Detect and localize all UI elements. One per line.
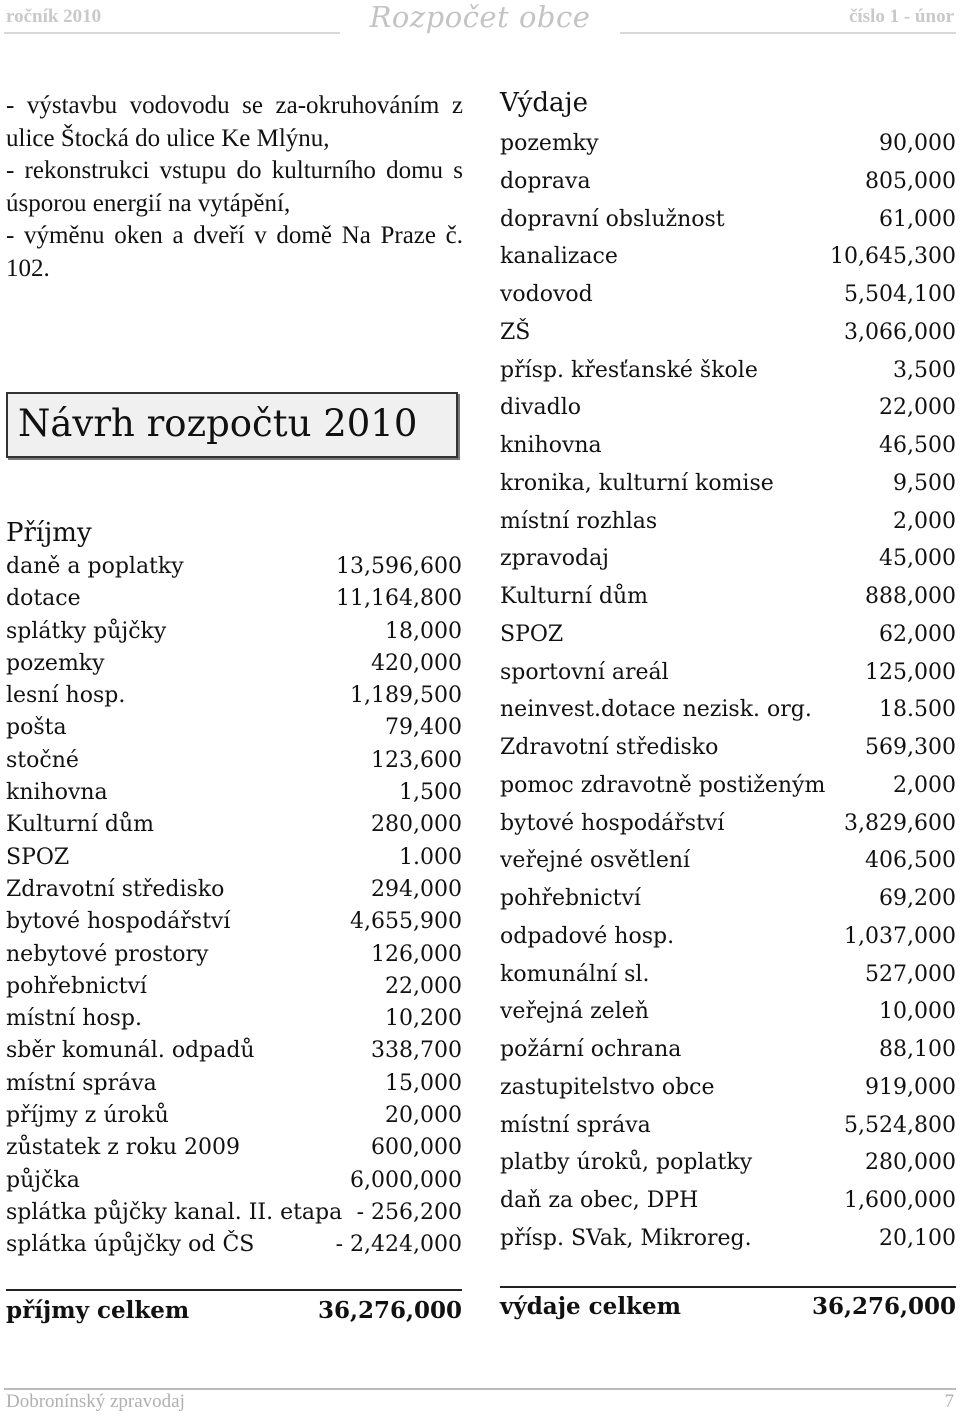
expense-item-row — [500, 320, 956, 358]
expense-item-row — [500, 811, 956, 849]
income-item-label: Kulturní dům — [6, 812, 154, 838]
income-item-amount: 338,700 — [371, 1038, 462, 1064]
expense-item-amount: 2,000 — [893, 508, 956, 534]
income-item-row — [6, 1038, 462, 1070]
expense-item-label: sportovní areál — [500, 659, 669, 685]
income-item-amount: 1,500 — [399, 780, 462, 806]
expense-item-amount: 18.500 — [879, 697, 956, 723]
income-item-amount: 15,000 — [385, 1070, 462, 1096]
expense-item-row — [500, 282, 956, 320]
income-item-label: pozemky — [6, 650, 105, 676]
income-item-amount: 79,400 — [385, 715, 462, 741]
expenses-total-rule — [500, 1286, 956, 1288]
expense-item-amount: 22,000 — [879, 395, 956, 421]
expense-item-label: požární ochrana — [500, 1037, 682, 1062]
publication-name: Dobronínský zpravodaj — [6, 1391, 185, 1412]
expense-item-amount: 46,500 — [879, 433, 956, 458]
expense-item-row — [500, 660, 956, 698]
expense-item-amount: 9,500 — [893, 470, 956, 496]
income-item-label: daně a poplatky — [6, 554, 184, 579]
expense-item-amount: 919,000 — [865, 1074, 956, 1100]
income-item-amount: 294,000 — [371, 876, 462, 902]
expense-item-row — [500, 1037, 956, 1075]
expense-item-row — [500, 924, 956, 962]
expense-item-amount: 888,000 — [865, 584, 956, 609]
intro-text — [6, 90, 463, 285]
expenses-total-label: výdaje celkem — [500, 1293, 681, 1320]
expense-item-row — [500, 622, 956, 660]
income-item-label: příjmy z úroků — [6, 1103, 169, 1129]
income-item-row — [6, 683, 462, 715]
running-title: Rozpočet obce — [369, 0, 591, 34]
income-total-value: 36,276,000 — [317, 1297, 462, 1324]
income-item-row — [6, 1006, 462, 1038]
income-item-row — [6, 1232, 462, 1264]
income-item-row — [6, 554, 462, 586]
expense-item-row — [500, 1075, 956, 1113]
expense-item-row — [500, 207, 956, 245]
expense-item-row — [500, 1188, 956, 1226]
expenses-heading: Výdaje — [500, 88, 589, 118]
income-item-label: stočné — [6, 747, 79, 773]
expense-item-label: komunální sl. — [500, 961, 650, 987]
header-rule-left — [4, 32, 340, 34]
expense-item-amount: 10,645,300 — [830, 244, 956, 270]
volume-label: ročník 2010 — [6, 6, 102, 27]
income-item-label: nebytové prostory — [6, 941, 209, 967]
expense-item-amount: 1,600,000 — [844, 1188, 956, 1213]
income-item-row — [6, 1135, 462, 1167]
expense-item-label: doprava — [500, 168, 591, 194]
income-item-amount: 11,164,800 — [336, 586, 462, 612]
expense-item-amount: 805,000 — [865, 168, 956, 194]
expense-item-amount: 2,000 — [893, 772, 956, 798]
income-item-label: SPOZ — [6, 844, 70, 870]
expense-item-label: zastupitelstvo obce — [500, 1074, 715, 1100]
income-item-label: lesní hosp. — [6, 683, 126, 709]
income-item-label: splátky půjčky — [6, 618, 167, 644]
expense-item-label: místní správa — [500, 1112, 651, 1138]
expense-item-label: kanalizace — [500, 244, 618, 270]
expense-item-amount: 45,000 — [879, 546, 956, 572]
expenses-total-value: 36,276,000 — [811, 1293, 956, 1320]
expense-item-amount: 69,200 — [879, 886, 956, 911]
income-item-label: dotace — [6, 586, 81, 612]
income-item-row — [6, 877, 462, 909]
page-number: 7 — [944, 1391, 954, 1412]
income-item-amount: 126,000 — [371, 941, 462, 967]
expense-item-row — [500, 735, 956, 773]
expense-item-label: kronika, kulturní komise — [500, 470, 774, 496]
expense-item-label: knihovna — [500, 433, 602, 458]
expense-item-label: pohřebnictví — [500, 886, 641, 911]
issue-label: číslo 1 - únor — [848, 6, 954, 27]
income-heading: Příjmy — [6, 518, 92, 548]
expense-item-row — [500, 131, 956, 169]
expense-item-row — [500, 697, 956, 735]
expense-item-amount: 569,300 — [865, 735, 956, 760]
header-rule-right — [620, 32, 956, 34]
income-total-rule — [6, 1289, 462, 1291]
expense-item-amount: 61,000 — [879, 206, 956, 232]
income-item-row — [6, 845, 462, 877]
expense-item-label: veřejná zeleň — [500, 999, 649, 1025]
expense-item-row — [500, 773, 956, 811]
expense-item-label: přísp. SVak, Mikroreg. — [500, 1225, 752, 1251]
income-item-amount: 22,000 — [385, 973, 462, 999]
income-item-label: pohřebnictví — [6, 973, 147, 999]
intro-paragraph: - výstavbu vodovodu se za-okruhováním z ulice Štocká do ulice Ke Mlýnu, — [6, 92, 463, 152]
expense-item-amount: 1,037,000 — [844, 923, 956, 949]
expense-item-amount: 125,000 — [865, 659, 956, 685]
expense-item-label: neinvest.dotace nezisk. org. — [500, 697, 812, 723]
expense-item-row — [500, 244, 956, 282]
income-item-label: půjčka — [6, 1167, 80, 1193]
income-item-amount: 13,596,600 — [336, 554, 462, 579]
expense-item-label: přísp. křesťanské škole — [500, 357, 758, 383]
expense-item-amount: 88,100 — [879, 1037, 956, 1062]
income-item-row — [6, 1168, 462, 1200]
income-total-label: příjmy celkem — [6, 1297, 190, 1324]
expense-item-amount: 406,500 — [865, 848, 956, 874]
income-item-row — [6, 974, 462, 1006]
expense-item-amount: 5,504,100 — [844, 282, 956, 307]
expense-item-row — [500, 471, 956, 509]
income-item-row — [6, 1071, 462, 1103]
income-item-row — [6, 748, 462, 780]
expense-item-row — [500, 169, 956, 207]
income-item-row — [6, 715, 462, 747]
expense-item-row — [500, 584, 956, 622]
income-item-row — [6, 812, 462, 844]
income-item-row — [6, 586, 462, 618]
income-item-amount: - 256,200 — [356, 1199, 462, 1225]
expense-item-amount: 3,500 — [893, 357, 956, 383]
expense-item-label: bytové hospodářství — [500, 810, 725, 836]
income-item-row — [6, 942, 462, 974]
income-list — [6, 554, 462, 1265]
expense-item-row — [500, 886, 956, 924]
income-item-label: Zdravotní středisko — [6, 876, 225, 902]
income-item-row — [6, 651, 462, 683]
income-item-row — [6, 909, 462, 941]
expense-item-amount: 20,100 — [879, 1225, 956, 1251]
expense-item-amount: 10,000 — [879, 999, 956, 1025]
income-item-row — [6, 780, 462, 812]
footer-rule — [4, 1388, 956, 1390]
income-item-amount: 420,000 — [371, 650, 462, 676]
expense-item-label: daň za obec, DPH — [500, 1188, 699, 1213]
income-item-amount: 10,200 — [385, 1006, 462, 1032]
expense-item-amount: 280,000 — [865, 1150, 956, 1176]
income-item-label: sběr komunál. odpadů — [6, 1038, 255, 1064]
expense-item-label: vodovod — [500, 282, 593, 307]
expense-item-label: pozemky — [500, 131, 599, 156]
income-item-row — [6, 1200, 462, 1232]
expenses-total — [500, 1293, 956, 1323]
income-item-label: splátka půjčky kanal. II. etapa — [6, 1199, 343, 1225]
expense-item-label: pomoc zdravotně postiženým — [500, 772, 826, 798]
income-item-label: zůstatek z roku 2009 — [6, 1135, 241, 1161]
income-item-label: místní správa — [6, 1070, 157, 1096]
expense-item-label: dopravní obslužnost — [500, 206, 725, 232]
income-item-amount: 4,655,900 — [350, 909, 462, 935]
expense-item-row — [500, 962, 956, 1000]
income-item-amount: 1,189,500 — [350, 683, 462, 709]
expense-item-amount: 527,000 — [865, 961, 956, 987]
expense-item-label: místní rozhlas — [500, 508, 658, 534]
expense-item-row — [500, 546, 956, 584]
expense-item-label: odpadové hosp. — [500, 923, 675, 949]
expense-item-row — [500, 1150, 956, 1188]
budget-title-box — [6, 392, 458, 458]
income-item-amount: 1.000 — [399, 844, 462, 870]
expense-item-amount: 3,066,000 — [844, 319, 956, 345]
intro-paragraph: - rekonstrukci vstupu do kulturního domu s úsporou energií na vytápění, — [6, 157, 463, 217]
income-item-amount: 20,000 — [385, 1103, 462, 1129]
income-item-amount: - 2,424,000 — [335, 1232, 462, 1258]
intro-paragraph: - výměnu oken a dveří v domě Na Praze č. 102. — [6, 222, 463, 282]
income-total — [6, 1297, 462, 1327]
expense-item-amount: 62,000 — [879, 621, 956, 647]
income-item-label: splátka úpůjčky od ČS — [6, 1232, 255, 1258]
expense-item-label: Zdravotní středisko — [500, 735, 719, 760]
expense-item-label: veřejné osvětlení — [500, 848, 691, 874]
expense-item-row — [500, 1113, 956, 1151]
expense-item-label: zpravodaj — [500, 546, 610, 572]
expense-item-label: platby úroků, poplatky — [500, 1150, 753, 1176]
income-item-label: pošta — [6, 715, 67, 741]
expense-item-amount: 90,000 — [879, 131, 956, 156]
expense-item-amount: 3,829,600 — [844, 810, 956, 836]
expense-item-row — [500, 1226, 956, 1264]
expense-item-label: SPOZ — [500, 621, 564, 647]
income-item-amount: 600,000 — [371, 1135, 462, 1161]
income-item-label: bytové hospodářství — [6, 909, 231, 935]
expense-item-label: ZŠ — [500, 319, 531, 345]
expense-item-label: divadlo — [500, 395, 582, 421]
expenses-list — [500, 131, 956, 1264]
income-item-amount: 6,000,000 — [350, 1167, 462, 1193]
expense-item-row — [500, 358, 956, 396]
expense-item-row — [500, 433, 956, 471]
expense-item-amount: 5,524,800 — [844, 1112, 956, 1138]
expense-item-row — [500, 848, 956, 886]
income-item-row — [6, 619, 462, 651]
expense-item-label: Kulturní dům — [500, 584, 648, 609]
income-item-row — [6, 1103, 462, 1135]
income-item-label: místní hosp. — [6, 1006, 143, 1032]
budget-title: Návrh rozpočtu 2010 — [18, 402, 418, 445]
income-item-label: knihovna — [6, 780, 108, 806]
income-item-amount: 280,000 — [371, 812, 462, 838]
income-item-amount: 123,600 — [371, 747, 462, 773]
expense-item-row — [500, 509, 956, 547]
expense-item-row — [500, 395, 956, 433]
expense-item-row — [500, 999, 956, 1037]
income-item-amount: 18,000 — [385, 618, 462, 644]
